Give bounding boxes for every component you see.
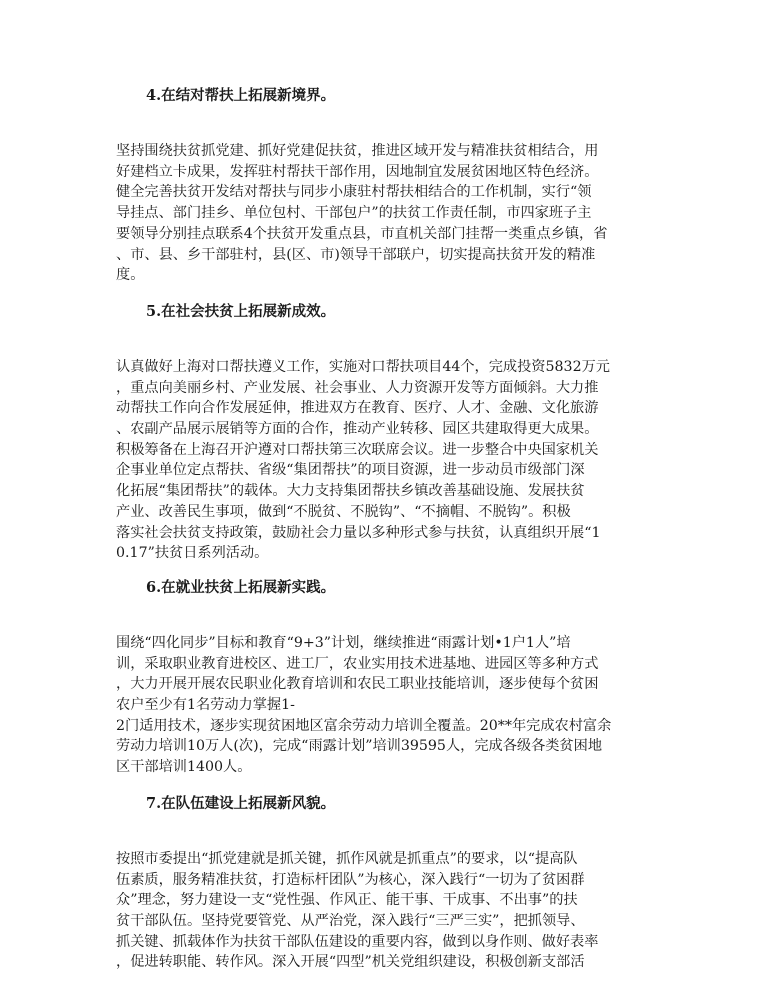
paragraph-line: 度。 <box>116 267 145 284</box>
paragraph-line: 健全完善扶贫开发结对帮扶与同步小康驻村帮扶相结合的工作机制，实行“领 <box>116 184 592 201</box>
paragraph-line: 导挂点、部门挂乡、单位包村、干部包户”的扶贫工作责任制，市四家班子主 <box>116 205 592 222</box>
section-paragraph-5 <box>116 357 654 564</box>
paragraph-line: 、农副产品展示展销等方面的合作，推动产业转移、园区共建取得更大成果。 <box>116 421 599 438</box>
section-paragraph-7 <box>116 849 654 973</box>
paragraph-line: 产业、改善民生事项，做到“不脱贫、不脱钩”、“不摘帽、不脱钩”。积极 <box>116 503 571 520</box>
paragraph-line: 0.17”扶贫日系列活动。 <box>116 545 269 562</box>
paragraph-line: 积极筹备在上海召开沪遵对口帮扶第三次联席会议。进一步整合中央国家机关 <box>116 441 599 458</box>
section-heading-5: 5.在社会扶贫上拓展新成效。 <box>146 302 336 320</box>
paragraph-line: 贫干部队伍。坚持党要管党、从严治党，深入践行“三严三实”，把抓领导、 <box>116 912 585 929</box>
paragraph-line: 按照市委提出“抓党建就是抓关键，抓作风就是抓重点”的要求，以“提高队 <box>116 850 578 867</box>
section-heading-6: 6.在就业扶贫上拓展新实践。 <box>146 578 336 596</box>
paragraph-line: 坚持围绕扶贫抓党建、抓好党建促扶贫，推进区域开发与精准扶贫相结合，用 <box>116 143 599 159</box>
paragraph-line: 抓关键、抓载体作为扶贫干部队伍建设的重要内容，做到以身作则、做好表率 <box>116 933 599 950</box>
paragraph-line: 认真做好上海对口帮扶遵义工作，实施对口帮扶项目44个，完成投资5832万元 <box>116 358 610 375</box>
paragraph-line: 训，采取职业教育进校区、进工厂，农业实用技术进基地、进园区等多种方式 <box>116 655 599 672</box>
paragraph-line: 区干部培训1400人。 <box>116 759 252 776</box>
paragraph-line: 围绕“四化同步”目标和教育“9+3”计划，继续推进“雨露计划•1户1人”培 <box>116 634 571 651</box>
paragraph-line: 化拓展“集团帮扶”的载体。大力支持集团帮扶乡镇改善基础设施、发展扶贫 <box>116 483 585 500</box>
paragraph-line: ，大力开展开展农民职业化教育培训和农民工职业技能培训，逐步使每个贫困 <box>116 676 599 693</box>
paragraph-line: 劳动力培训10万人(次)，完成“雨露计划”培训39595人，完成各级各类贫困地 <box>116 738 603 755</box>
paragraph-line: 企事业单位定点帮扶、省级“集团帮扶”的项目资源，进一步动员市级部门深 <box>116 462 585 479</box>
paragraph-line: ，重点向美丽乡村、产业发展、社会事业、人力资源开发等方面倾斜。大力推 <box>116 379 599 396</box>
paragraph-line: 2门适用技术，逐步实现贫困地区富余劳动力培训全覆盖。20**年完成农村富余 <box>116 717 612 734</box>
section-heading-4: 4.在结对帮扶上拓展新境界。 <box>146 87 336 104</box>
section-paragraph-6 <box>116 633 654 778</box>
paragraph-line: 伍素质，服务精准扶贫，打造标杆团队”为核心，深入践行“一切为了贫困群 <box>116 871 585 888</box>
paragraph-line: 、市、县、乡干部驻村，县(区、市)领导干部联户，切实提高扶贫开发的精准 <box>116 246 596 263</box>
section-paragraph-4 <box>116 141 654 286</box>
paragraph-line: 好建档立卡成果，发挥驻村帮扶干部作用，因地制宜发展贫困地区特色经济。 <box>116 163 599 180</box>
paragraph-line: 农户至少有1名劳动力掌握1- <box>116 697 295 714</box>
section-heading-7: 7.在队伍建设上拓展新风貌。 <box>146 794 336 812</box>
paragraph-line: 要领导分别挂点联系4个扶贫开发重点县，市直机关部门挂帮一类重点乡镇，省 <box>116 225 608 242</box>
paragraph-line: 落实社会扶贫支持政策，鼓励社会力量以多种形式参与扶贫，认真组织开展“1 <box>116 524 601 541</box>
paragraph-line: ，促进转职能、转作风。深入开展“四型”机关党组织建设，积极创新支部活 <box>116 954 585 971</box>
paragraph-line: 众”理念，努力建设一支“党性强、作风正、能干事、干成事、不出事”的扶 <box>116 892 578 909</box>
paragraph-line: 动帮扶工作向合作发展延伸，推进双方在教育、医疗、人才、金融、文化旅游 <box>116 400 599 417</box>
